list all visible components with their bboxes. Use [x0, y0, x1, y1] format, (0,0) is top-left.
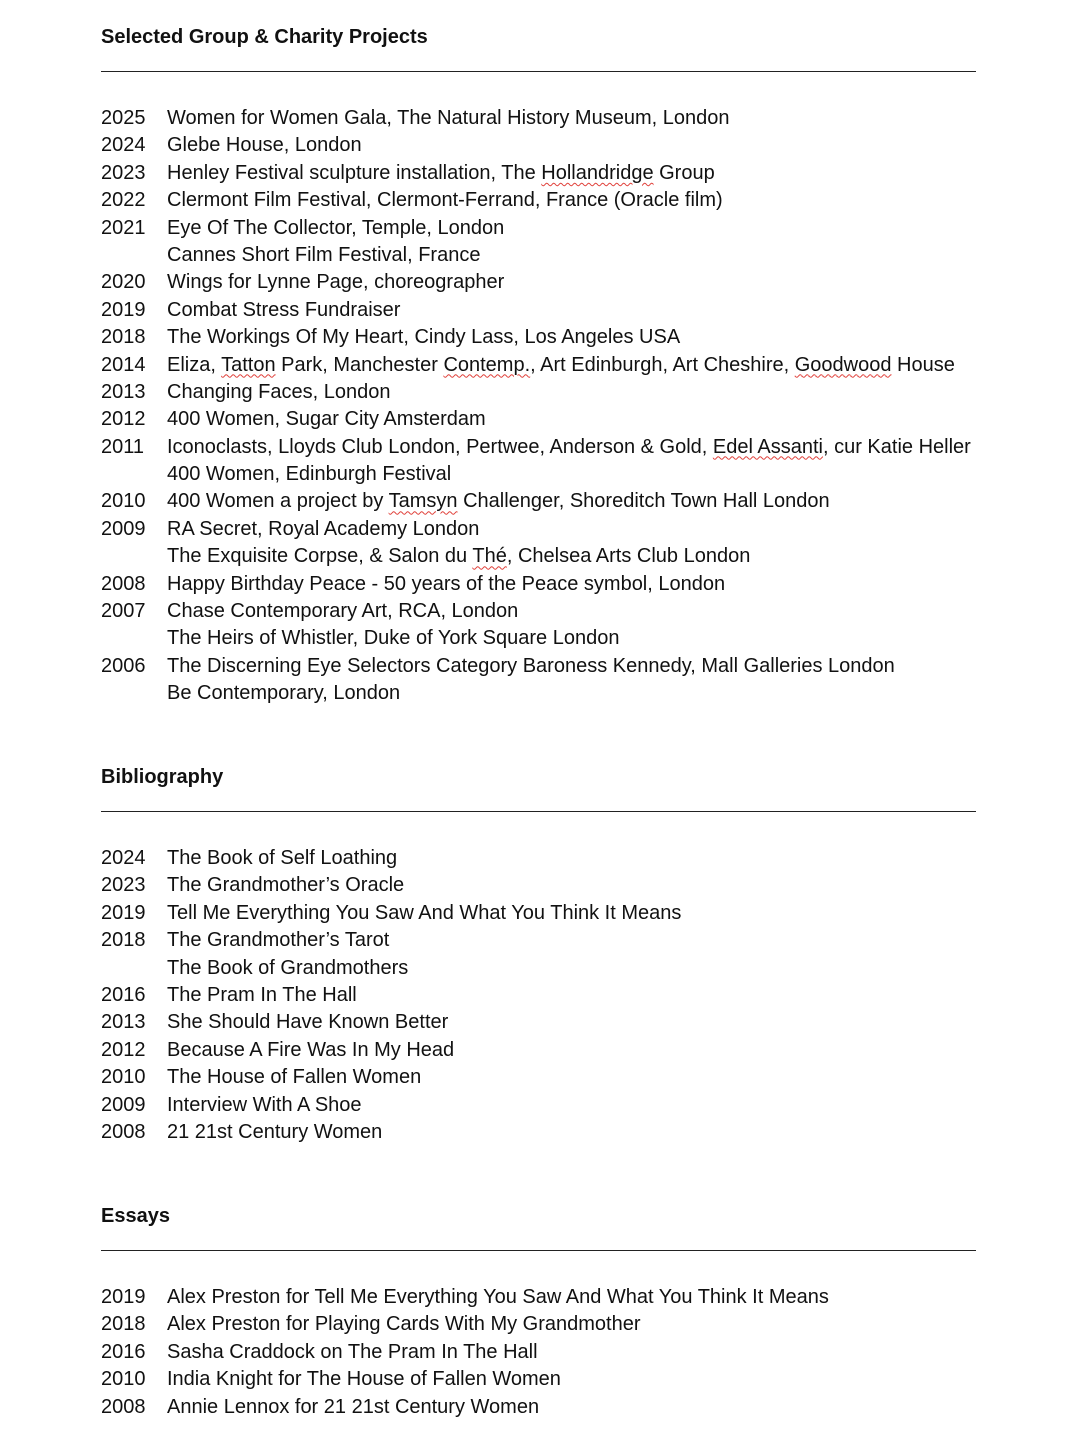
section-heading: Selected Group & Charity Projects — [101, 26, 428, 48]
entry-text — [167, 160, 976, 187]
entry-text — [167, 625, 976, 652]
entry-year: 2010 — [101, 1368, 146, 1391]
entry-text — [167, 1037, 976, 1064]
entry-year: 2025 — [101, 107, 146, 129]
entry-year: 2012 — [101, 1038, 146, 1061]
entry-year — [101, 680, 167, 707]
list-item — [101, 845, 976, 872]
entry-text — [167, 571, 976, 598]
entry-year: 2006 — [101, 654, 146, 677]
entry-text — [167, 1092, 976, 1119]
list-item — [101, 132, 976, 159]
entry-text-segment: The Pram In The Hall — [167, 983, 357, 1006]
entry-text-segment: The Book of Grandmothers — [167, 956, 409, 979]
entry-text — [167, 242, 976, 269]
entry-year: 2008 — [101, 572, 146, 595]
entry-text — [167, 132, 976, 159]
section-essays — [101, 1201, 976, 1421]
entry-text-segment: Challenger, Shoreditch Town Hall London — [457, 490, 830, 513]
entry-text-segment: Interview With A Shoe — [167, 1093, 362, 1116]
entry-text-segment: Cannes Short Film Festival, France — [167, 243, 481, 266]
section-divider — [101, 1250, 976, 1251]
entry-text-segment: The Heirs of Whistler, Duke of York Square London — [167, 627, 620, 650]
list-item — [101, 680, 976, 707]
list-item — [101, 543, 976, 570]
entry-year: 2019 — [101, 1286, 146, 1308]
entry-text — [167, 1284, 976, 1311]
entry-text-segment: Clermont Film Festival, Clermont-Ferrand, France (Oracle film) — [167, 189, 723, 212]
entry-text — [167, 1339, 976, 1366]
entry-text-segment: The Grandmother’s Tarot — [167, 929, 390, 952]
entry-year: 2010 — [101, 1066, 146, 1089]
entry-text — [167, 516, 976, 543]
list-item — [101, 434, 976, 461]
entry-text-segment: She Should Have Known Better — [167, 1011, 449, 1034]
entry-text-segment: Combat Stress Fundraiser — [167, 298, 401, 321]
entry-year: 2007 — [101, 600, 146, 623]
spellcheck-flagged-word: Tatton — [221, 353, 276, 376]
entry-text — [167, 434, 976, 461]
entry-year: 2009 — [101, 517, 146, 540]
list-item — [101, 653, 976, 680]
entry-text-segment: Chase Contemporary Art, RCA, London — [167, 600, 519, 623]
entry-year: 2020 — [101, 271, 146, 294]
entry-text — [167, 598, 976, 625]
entry-text — [167, 543, 976, 570]
entry-text-segment: The Workings Of My Heart, Cindy Lass, Los Angeles USA — [167, 326, 681, 349]
entry-text-segment: 400 Women, Edinburgh Festival — [167, 463, 452, 486]
list-item — [101, 516, 976, 543]
list-item — [101, 488, 976, 515]
list-item — [101, 982, 976, 1009]
entry-text — [167, 352, 976, 379]
entry-text-segment: The Book of Self Loathing — [167, 847, 398, 869]
entry-text-segment: India Knight for The House of Fallen Women — [167, 1368, 561, 1391]
entry-text-segment: 400 Women, Sugar City Amsterdam — [167, 408, 486, 431]
entry-text-segment: Happy Birthday Peace - 50 years of the Peace symbol, London — [167, 572, 726, 595]
entry-text-segment: Be Contemporary, London — [167, 682, 401, 705]
entry-year — [101, 625, 167, 652]
list-item — [101, 379, 976, 406]
entry-year: 2014 — [101, 353, 146, 376]
list-item — [101, 242, 976, 269]
entry-text-segment: Wings for Lynne Page, choreographer — [167, 271, 505, 294]
entry-text-segment: Alex Preston for Tell Me Everything You Saw And What You Think It Means — [167, 1286, 829, 1308]
list-item — [101, 105, 976, 132]
list-item — [101, 269, 976, 296]
list-item — [101, 1394, 976, 1421]
list-item — [101, 160, 976, 187]
section-heading: Bibliography — [101, 766, 224, 788]
entry-text — [167, 187, 976, 214]
entry-year: 2024 — [101, 847, 146, 869]
list-item — [101, 955, 976, 982]
list-item — [101, 406, 976, 433]
list-item — [101, 1284, 976, 1311]
entry-year: 2018 — [101, 1313, 146, 1336]
list-item — [101, 1037, 976, 1064]
list-item — [101, 927, 976, 954]
entry-text — [167, 653, 976, 680]
entry-year: 2008 — [101, 1395, 146, 1418]
entry-text-segment: RA Secret, Royal Academy London — [167, 517, 480, 540]
entry-year: 2019 — [101, 298, 146, 321]
spellcheck-flagged-word: Edel Assanti — [712, 435, 823, 458]
entry-year: 2023 — [101, 161, 146, 184]
entry-year: 2019 — [101, 901, 146, 924]
entry-text — [167, 1064, 976, 1091]
entry-text — [167, 379, 976, 406]
list-item — [101, 1064, 976, 1091]
entry-text-segment: Alex Preston for Playing Cards With My Grandmother — [167, 1313, 641, 1336]
list-item — [101, 215, 976, 242]
entry-text — [167, 297, 976, 324]
entry-text — [167, 461, 976, 488]
entry-text-segment: House — [891, 353, 955, 376]
entry-year: 2010 — [101, 490, 146, 513]
list-item — [101, 598, 976, 625]
entry-text — [167, 845, 976, 872]
entry-text-segment: Eye Of The Collector, Temple, London — [167, 216, 505, 239]
entry-text-segment: Park, Manchester — [275, 353, 444, 376]
entry-text — [167, 1311, 976, 1338]
entry-text-segment: 21 21st Century Women — [167, 1120, 383, 1143]
entry-year: 2013 — [101, 1011, 146, 1034]
entry-text-segment: Annie Lennox for 21 21st Century Women — [167, 1395, 540, 1418]
section-divider — [101, 71, 976, 72]
section-divider — [101, 811, 976, 812]
entry-text-segment: Because A Fire Was In My Head — [167, 1038, 455, 1061]
entry-list — [101, 1284, 976, 1421]
entry-text — [167, 1366, 976, 1393]
entry-text — [167, 269, 976, 296]
entry-text-segment: Group — [653, 161, 715, 184]
list-item — [101, 187, 976, 214]
entry-year: 2009 — [101, 1093, 146, 1116]
entry-list — [101, 845, 976, 1146]
entry-year: 2016 — [101, 983, 146, 1006]
entry-year: 2016 — [101, 1340, 146, 1363]
entry-text-segment: Iconoclasts, Lloyds Club London, Pertwee, Anderson & Gold, — [167, 435, 713, 458]
entry-text — [167, 927, 976, 954]
entry-year: 2018 — [101, 929, 146, 952]
entry-text-segment: Henley Festival sculpture installation, The — [167, 161, 542, 184]
list-item — [101, 1009, 976, 1036]
list-item — [101, 1339, 976, 1366]
list-item — [101, 297, 976, 324]
entry-text-segment: Tell Me Everything You Saw And What You Think It Means — [167, 901, 682, 924]
entry-text-segment: The Discerning Eye Selectors Category Baroness Kennedy, Mall Galleries London — [167, 654, 895, 677]
entry-year: 2012 — [101, 408, 146, 431]
entry-year: 2023 — [101, 874, 146, 897]
list-item — [101, 900, 976, 927]
entry-text — [167, 900, 976, 927]
list-item — [101, 324, 976, 351]
entry-text — [167, 1119, 976, 1146]
list-item — [101, 571, 976, 598]
entry-year: 2013 — [101, 380, 146, 403]
list-item — [101, 872, 976, 899]
entry-text-segment: , cur Katie Heller — [822, 435, 971, 458]
list-item — [101, 1092, 976, 1119]
entry-text — [167, 406, 976, 433]
section-heading: Essays — [101, 1205, 170, 1227]
entry-text — [167, 982, 976, 1009]
entry-year — [101, 461, 167, 488]
entry-year — [101, 955, 167, 982]
spellcheck-flagged-word: Tamsyn — [388, 490, 458, 513]
entry-year: 2022 — [101, 189, 146, 212]
spellcheck-flagged-word: Hollandridge — [541, 161, 654, 184]
list-item — [101, 625, 976, 652]
list-item — [101, 1119, 976, 1146]
entry-text-segment: , Art Edinburgh, Art Cheshire, — [530, 353, 795, 376]
entry-text-segment: Changing Faces, London — [167, 380, 391, 403]
entry-text-segment: 400 Women a project by — [167, 490, 389, 513]
entry-year: 2024 — [101, 134, 146, 157]
entry-text — [167, 1009, 976, 1036]
spellcheck-flagged-word: Goodwood — [794, 353, 892, 376]
entry-year: 2008 — [101, 1120, 146, 1143]
list-item — [101, 461, 976, 488]
entry-year: 2018 — [101, 326, 146, 349]
entry-year — [101, 543, 167, 570]
entry-text — [167, 215, 976, 242]
entry-year — [101, 242, 167, 269]
entry-text-segment: The House of Fallen Women — [167, 1066, 422, 1089]
entry-text-segment: Sasha Craddock on The Pram In The Hall — [167, 1340, 538, 1363]
entry-text — [167, 955, 976, 982]
entry-text-segment: The Grandmother’s Oracle — [167, 874, 405, 897]
entry-year: 2011 — [101, 435, 145, 458]
entry-text-segment: The Exquisite Corpse, & Salon du — [167, 545, 473, 568]
entry-text — [167, 680, 976, 707]
section-selected-group-charity-projects — [101, 22, 976, 708]
spellcheck-flagged-word: Thé — [472, 545, 507, 568]
entry-text — [167, 488, 976, 515]
spellcheck-flagged-word: Contemp. — [443, 353, 531, 376]
entry-text-segment: Eliza, — [167, 353, 222, 376]
entry-text — [167, 1394, 976, 1421]
list-item — [101, 352, 976, 379]
entry-year: 2021 — [101, 216, 146, 239]
list-item — [101, 1366, 976, 1393]
entry-list — [101, 105, 976, 708]
list-item — [101, 1311, 976, 1338]
entry-text-segment: Women for Women Gala, The Natural History Museum, London — [167, 107, 730, 129]
entry-text-segment: , Chelsea Arts Club London — [506, 545, 751, 568]
entry-text-segment: Glebe House, London — [167, 134, 362, 157]
section-bibliography — [101, 762, 976, 1146]
entry-text — [167, 105, 976, 132]
entry-text — [167, 324, 976, 351]
entry-text — [167, 872, 976, 899]
